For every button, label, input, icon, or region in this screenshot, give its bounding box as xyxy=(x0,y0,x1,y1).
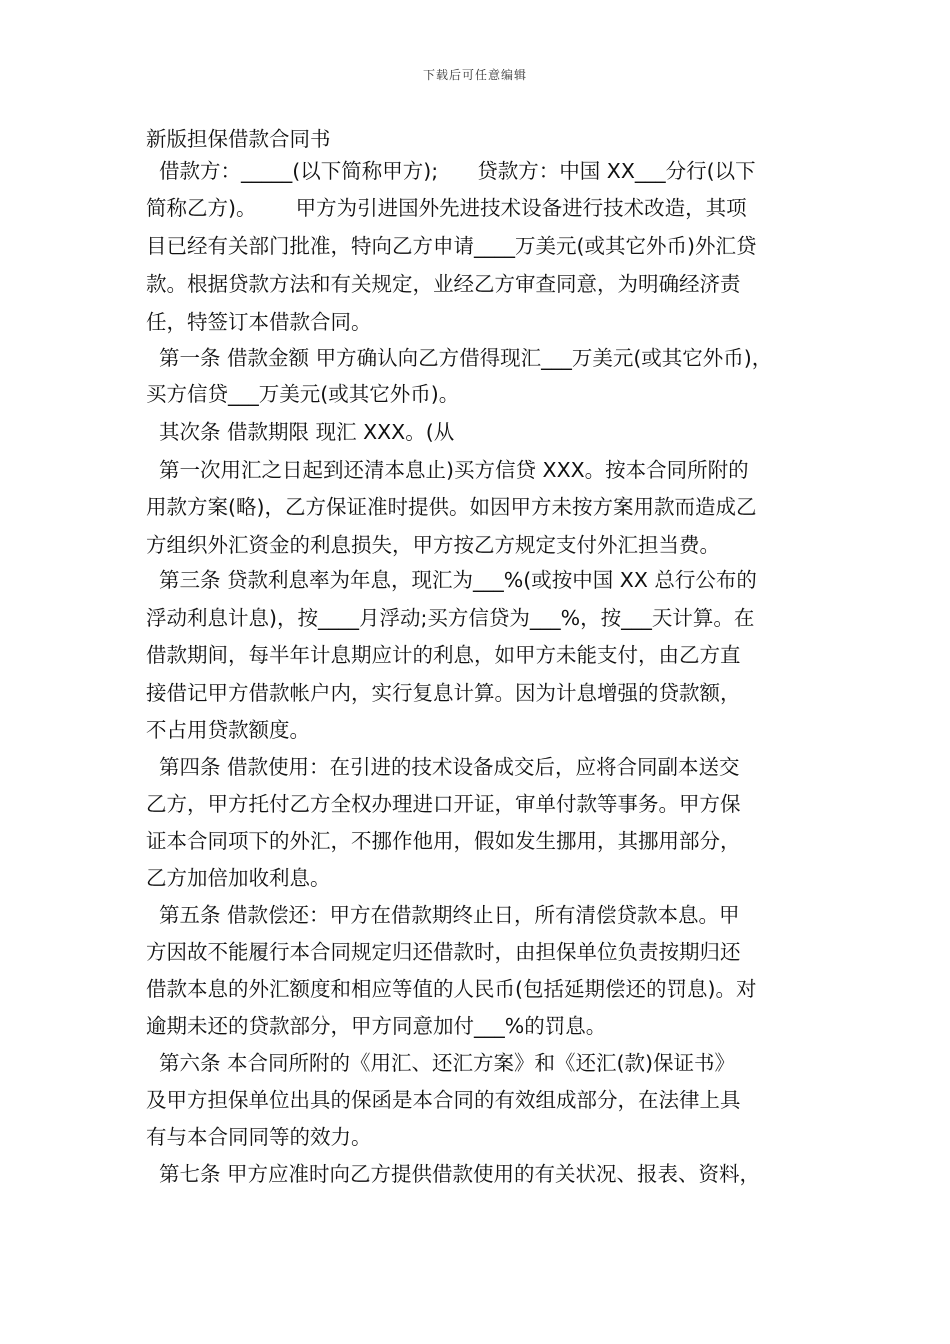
body-line: 乙方加倍加收利息。 xyxy=(146,866,331,890)
body-line: 第一条 借款金额 甲方确认向乙方借得现汇___万美元(或其它外币)， xyxy=(146,346,773,370)
body-line: 目已经有关部门批准，特向乙方申请____万美元(或其它外币)外汇贷 xyxy=(146,234,757,258)
body-line: 第三条 贷款利息率为年息，现汇为___%(或按中国 XX 总行公布的 xyxy=(146,568,757,592)
body-line: 借款本息的外汇额度和相应等值的人民币(包括延期偿还的罚息)。对 xyxy=(146,977,757,1001)
body-line: 证本合同项下的外汇，不挪作他用，假如发生挪用，其挪用部分， xyxy=(146,829,741,853)
document-title: 新版担保借款合同书 xyxy=(146,127,331,151)
body-line: 及甲方担保单位出具的保函是本合同的有效组成部分，在法律上具 xyxy=(146,1088,741,1112)
body-line: 方组织外汇资金的利息损失，甲方按乙方规定支付外汇担当费。 xyxy=(146,533,720,557)
body-line: 第四条 借款使用：在引进的技术设备成交后，应将合同副本送交 xyxy=(146,755,740,779)
body-line: 任，特签订本借款合同。 xyxy=(146,310,372,334)
body-line: 乙方，甲方托付乙方全权办理进口开证，审单付款等事务。甲方保 xyxy=(146,792,741,816)
body-line: 第五条 借款偿还：甲方在借款期终止日，所有清偿贷款本息。甲 xyxy=(146,903,740,927)
body-line: 第一次用汇之日起到还清本息止)买方信贷 XXX。按本合同所附的 xyxy=(146,458,749,482)
body-line: 接借记甲方借款帐户内，实行复息计算。因为计息增强的贷款额， xyxy=(146,681,741,705)
header-note: 下载后可任意编辑 xyxy=(422,68,527,82)
body-line: 用款方案(略)，乙方保证准时提供。如因甲方未按方案用款而造成乙 xyxy=(146,495,757,519)
body-line: 逾期未还的贷款部分，甲方同意加付___%的罚息。 xyxy=(146,1014,607,1038)
body-line: 其次条 借款期限 现汇 XXX。(从 xyxy=(146,420,455,444)
body-line: 有与本合同同等的效力。 xyxy=(146,1125,372,1149)
body-line: 浮动利息计息)，按____月浮动;买方信贷为___%，按___天计算。在 xyxy=(146,606,755,630)
body-line: 买方信贷___万美元(或其它外币)。 xyxy=(146,382,460,406)
body-line: 借款期间，每半年计息期应计的利息，如甲方未能支付，由乙方直 xyxy=(146,643,741,667)
body-line: 第六条 本合同所附的《用汇、还汇方案》和《还汇(款)保证书》 xyxy=(146,1051,736,1075)
body-line: 第七条 甲方应准时向乙方提供借款使用的有关状况、报表、资料， xyxy=(146,1162,761,1186)
body-line: 借款方：_____(以下简称甲方); 贷款方：中国 XX___分行(以下 xyxy=(146,159,756,183)
body-line: 方因故不能履行本合同规定归还借款时，由担保单位负责按期归还 xyxy=(146,940,741,964)
body-line: 不占用贷款额度。 xyxy=(146,718,310,742)
body-line: 简称乙方)。 甲方为引进国外先进技术设备进行技术改造，其项 xyxy=(146,196,747,220)
body-line: 款。根据贷款方法和有关规定，业经乙方审查同意，为明确经济责 xyxy=(146,272,741,296)
